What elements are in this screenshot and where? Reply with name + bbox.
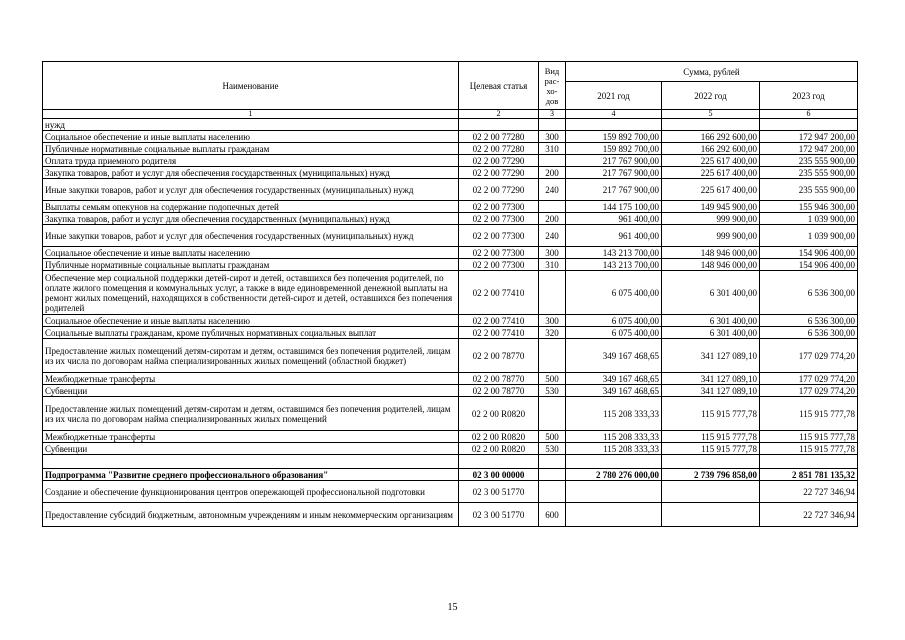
row-sum-2021: 961 400,00: [566, 213, 662, 225]
row-target-code: 02 2 00 77300: [459, 213, 539, 225]
row-expense-kind: [539, 271, 566, 315]
table-row: [43, 443, 858, 455]
table-row: [43, 131, 858, 143]
row-expense-kind: 320: [539, 327, 566, 339]
row-expense-kind: 310: [539, 143, 566, 155]
row-expense-kind: [539, 469, 566, 481]
row-name: нужд: [43, 119, 459, 131]
row-sum-2023: [760, 119, 858, 131]
row-name: Предоставление субсидий бюджетным, автономным учреждениям и иным некоммерческим организациям: [43, 503, 459, 527]
row-sum-2021: 6 075 400,00: [566, 271, 662, 315]
row-expense-kind: 600: [539, 503, 566, 527]
row-sum-2023: 155 946 300,00: [760, 201, 858, 213]
row-name: Межбюджетные трансферты: [43, 431, 459, 443]
row-sum-2022: 341 127 089,10: [662, 385, 760, 397]
table-row: [43, 397, 858, 431]
row-expense-kind: [539, 155, 566, 167]
document-page: [42, 61, 857, 527]
row-sum-2021: [566, 481, 662, 503]
row-sum-2023: 22 727 346,94: [760, 481, 858, 503]
row-sum-2021: 6 075 400,00: [566, 315, 662, 327]
row-sum-2021: 349 167 468,65: [566, 385, 662, 397]
row-name: Оплата труда приемного родителя: [43, 155, 459, 167]
row-sum-2023: 6 536 300,00: [760, 271, 858, 315]
row-expense-kind: 200: [539, 167, 566, 179]
table-row: [43, 315, 858, 327]
row-sum-2023: 177 029 774,20: [760, 373, 858, 385]
column-index-row: [43, 110, 858, 119]
row-sum-2023: 6 536 300,00: [760, 327, 858, 339]
table-row: [43, 339, 858, 373]
row-sum-2023: 1 039 900,00: [760, 225, 858, 247]
row-sum-2021: 159 892 700,00: [566, 131, 662, 143]
row-sum-2023: 2 851 781 135,32: [760, 469, 858, 481]
row-sum-2021: 115 208 333,33: [566, 431, 662, 443]
row-sum-2023: 115 915 777,78: [760, 431, 858, 443]
row-name: Закупка товаров, работ и услуг для обеспечения государственных (муниципальных) нужд: [43, 167, 459, 179]
row-expense-kind: 500: [539, 373, 566, 385]
table-row: [43, 455, 858, 469]
row-sum-2023: 172 947 200,00: [760, 131, 858, 143]
row-name: Публичные нормативные социальные выплаты гражданам: [43, 143, 459, 155]
row-sum-2022: 148 946 000,00: [662, 247, 760, 259]
row-target-code: 02 2 00 77410: [459, 327, 539, 339]
table-row: [43, 503, 858, 527]
row-sum-2022: 225 617 400,00: [662, 167, 760, 179]
row-expense-kind: [539, 201, 566, 213]
row-target-code: [459, 455, 539, 469]
row-sum-2022: 999 900,00: [662, 213, 760, 225]
row-expense-kind: 200: [539, 213, 566, 225]
row-expense-kind: 300: [539, 315, 566, 327]
row-expense-kind: [539, 481, 566, 503]
row-target-code: 02 2 00 77280: [459, 131, 539, 143]
row-target-code: 02 2 00 78770: [459, 385, 539, 397]
row-expense-kind: 240: [539, 179, 566, 201]
row-sum-2022: 225 617 400,00: [662, 179, 760, 201]
row-sum-2023: 22 727 346,94: [760, 503, 858, 527]
row-sum-2021: 6 075 400,00: [566, 327, 662, 339]
header-year-2023: 2023 год: [760, 82, 858, 110]
row-sum-2021: 217 767 900,00: [566, 179, 662, 201]
row-name: [43, 455, 459, 469]
row-sum-2022: [662, 455, 760, 469]
row-expense-kind: [539, 339, 566, 373]
row-sum-2021: 144 175 100,00: [566, 201, 662, 213]
row-sum-2023: 235 555 900,00: [760, 167, 858, 179]
header-year-2021: 2021 год: [566, 82, 662, 110]
row-sum-2021: 159 892 700,00: [566, 143, 662, 155]
row-sum-2023: [760, 455, 858, 469]
row-target-code: 02 2 00 77290: [459, 167, 539, 179]
row-name: Иные закупки товаров, работ и услуг для обеспечения государственных (муниципальных) нужд: [43, 179, 459, 201]
column-index: 3: [539, 110, 566, 119]
row-sum-2021: 217 767 900,00: [566, 155, 662, 167]
row-expense-kind: [539, 119, 566, 131]
column-index: 5: [662, 110, 760, 119]
row-sum-2021: 115 208 333,33: [566, 397, 662, 431]
row-target-code: 02 2 00 77300: [459, 247, 539, 259]
table-row: [43, 143, 858, 155]
row-sum-2021: 143 213 700,00: [566, 247, 662, 259]
table-row: [43, 155, 858, 167]
table-row: [43, 259, 858, 271]
row-expense-kind: 530: [539, 385, 566, 397]
row-name: Социальное обеспечение и иные выплаты населению: [43, 315, 459, 327]
row-sum-2022: [662, 481, 760, 503]
row-target-code: 02 2 00 R0820: [459, 431, 539, 443]
table-row: [43, 179, 858, 201]
row-target-code: 02 3 00 00000: [459, 469, 539, 481]
row-sum-2021: 349 167 468,65: [566, 339, 662, 373]
row-name: Обеспечение мер социальной поддержки детей-сирот и детей, оставшихся без попечения родителей, по оплате жилого помещения и коммунальных услуг, а также в виде единовременной денежной выплаты на ремонт жилых помещений, находящихся в собственности детей-сирот и детей, оставшихся без попечения родителей: [43, 271, 459, 315]
row-name: Выплаты семьям опекунов на содержание подопечных детей: [43, 201, 459, 213]
row-sum-2022: 6 301 400,00: [662, 327, 760, 339]
row-name: Субвенции: [43, 385, 459, 397]
row-sum-2023: 235 555 900,00: [760, 179, 858, 201]
row-sum-2021: 2 780 276 000,00: [566, 469, 662, 481]
row-sum-2023: 115 915 777,78: [760, 397, 858, 431]
table-row: [43, 213, 858, 225]
row-name: Социальные выплаты гражданам, кроме публичных нормативных социальных выплат: [43, 327, 459, 339]
row-target-code: [459, 119, 539, 131]
row-target-code: 02 2 00 R0820: [459, 443, 539, 455]
row-sum-2023: 172 947 200,00: [760, 143, 858, 155]
row-sum-2022: 149 945 900,00: [662, 201, 760, 213]
row-target-code: 02 2 00 77290: [459, 179, 539, 201]
row-expense-kind: 300: [539, 247, 566, 259]
row-sum-2021: [566, 455, 662, 469]
row-target-code: 02 3 00 51770: [459, 503, 539, 527]
table-row: [43, 373, 858, 385]
row-expense-kind: 240: [539, 225, 566, 247]
row-target-code: 02 2 00 78770: [459, 339, 539, 373]
row-sum-2022: 2 739 796 858,00: [662, 469, 760, 481]
row-target-code: 02 2 00 77280: [459, 143, 539, 155]
row-name: Предоставление жилых помещений детям-сиротам и детям, оставшимся без попечения родителей, лицам из их числа по договорам найма специализированных жилых помещений (областной бюджет): [43, 339, 459, 373]
column-index: 4: [566, 110, 662, 119]
row-target-code: 02 2 00 77300: [459, 259, 539, 271]
row-sum-2023: 6 536 300,00: [760, 315, 858, 327]
row-sum-2023: 154 906 400,00: [760, 259, 858, 271]
row-sum-2022: 166 292 600,00: [662, 131, 760, 143]
row-sum-2021: 115 208 333,33: [566, 443, 662, 455]
row-name: Субвенции: [43, 443, 459, 455]
row-target-code: 02 2 00 77290: [459, 155, 539, 167]
row-sum-2022: 115 915 777,78: [662, 397, 760, 431]
table-row: [43, 385, 858, 397]
row-target-code: 02 2 00 77300: [459, 225, 539, 247]
row-name: Закупка товаров, работ и услуг для обеспечения государственных (муниципальных) нужд: [43, 213, 459, 225]
row-target-code: 02 2 00 77410: [459, 271, 539, 315]
row-sum-2022: 225 617 400,00: [662, 155, 760, 167]
table-row: [43, 119, 858, 131]
row-sum-2023: 177 029 774,20: [760, 339, 858, 373]
row-sum-2023: 1 039 900,00: [760, 213, 858, 225]
row-sum-2023: 115 915 777,78: [760, 443, 858, 455]
budget-table: [42, 61, 858, 527]
table-row: [43, 271, 858, 315]
table-row: [43, 431, 858, 443]
row-name: Создание и обеспечение функционирования центров опережающей профессиональной подготовки: [43, 481, 459, 503]
table-row: [43, 247, 858, 259]
row-sum-2022: 6 301 400,00: [662, 315, 760, 327]
row-sum-2021: [566, 503, 662, 527]
header-target-article: Целевая статья: [459, 62, 539, 110]
row-sum-2022: 166 292 600,00: [662, 143, 760, 155]
table-row: [43, 327, 858, 339]
header-expense-kind: Вид рас-хо-дов: [539, 62, 566, 110]
table-row: [43, 469, 858, 481]
row-sum-2023: 235 555 900,00: [760, 155, 858, 167]
row-target-code: 02 2 00 77300: [459, 201, 539, 213]
row-sum-2022: 999 900,00: [662, 225, 760, 247]
row-sum-2021: 349 167 468,65: [566, 373, 662, 385]
row-expense-kind: [539, 397, 566, 431]
header-sum: Сумма, рублей: [566, 62, 858, 82]
header-name: Наименование: [43, 62, 459, 110]
row-expense-kind: 310: [539, 259, 566, 271]
table-row: [43, 481, 858, 503]
row-name: Социальное обеспечение и иные выплаты населению: [43, 247, 459, 259]
row-target-code: 02 2 00 77410: [459, 315, 539, 327]
row-sum-2022: 6 301 400,00: [662, 271, 760, 315]
row-name: Межбюджетные трансферты: [43, 373, 459, 385]
table-body: [43, 119, 858, 527]
row-expense-kind: [539, 455, 566, 469]
row-sum-2022: 148 946 000,00: [662, 259, 760, 271]
row-name: Публичные нормативные социальные выплаты гражданам: [43, 259, 459, 271]
row-sum-2022: [662, 119, 760, 131]
row-sum-2022: 115 915 777,78: [662, 443, 760, 455]
table-row: [43, 201, 858, 213]
row-sum-2021: 217 767 900,00: [566, 167, 662, 179]
row-sum-2022: 115 915 777,78: [662, 431, 760, 443]
column-index: 2: [459, 110, 539, 119]
row-expense-kind: 300: [539, 131, 566, 143]
row-sum-2021: [566, 119, 662, 131]
row-target-code: 02 2 00 78770: [459, 373, 539, 385]
row-sum-2023: 177 029 774,20: [760, 385, 858, 397]
column-index: 1: [43, 110, 459, 119]
table-row: [43, 225, 858, 247]
row-target-code: 02 3 00 51770: [459, 481, 539, 503]
page-number: 15: [447, 602, 458, 613]
header-year-2022: 2022 год: [662, 82, 760, 110]
row-sum-2021: 961 400,00: [566, 225, 662, 247]
row-sum-2022: [662, 503, 760, 527]
row-expense-kind: 530: [539, 443, 566, 455]
row-sum-2021: 143 213 700,00: [566, 259, 662, 271]
row-target-code: 02 2 00 R0820: [459, 397, 539, 431]
row-name: Подпрограмма "Развитие среднего профессионального образования": [43, 469, 459, 481]
table-row: [43, 167, 858, 179]
row-sum-2022: 341 127 089,10: [662, 339, 760, 373]
row-expense-kind: 500: [539, 431, 566, 443]
row-name: Иные закупки товаров, работ и услуг для обеспечения государственных (муниципальных) нужд: [43, 225, 459, 247]
row-sum-2022: 341 127 089,10: [662, 373, 760, 385]
row-name: Предоставление жилых помещений детям-сиротам и детям, оставшимся без попечения родителей, лицам из их числа по договорам найма специализированных жилых помещений: [43, 397, 459, 431]
row-sum-2023: 154 906 400,00: [760, 247, 858, 259]
column-index: 6: [760, 110, 858, 119]
row-name: Социальное обеспечение и иные выплаты населению: [43, 131, 459, 143]
